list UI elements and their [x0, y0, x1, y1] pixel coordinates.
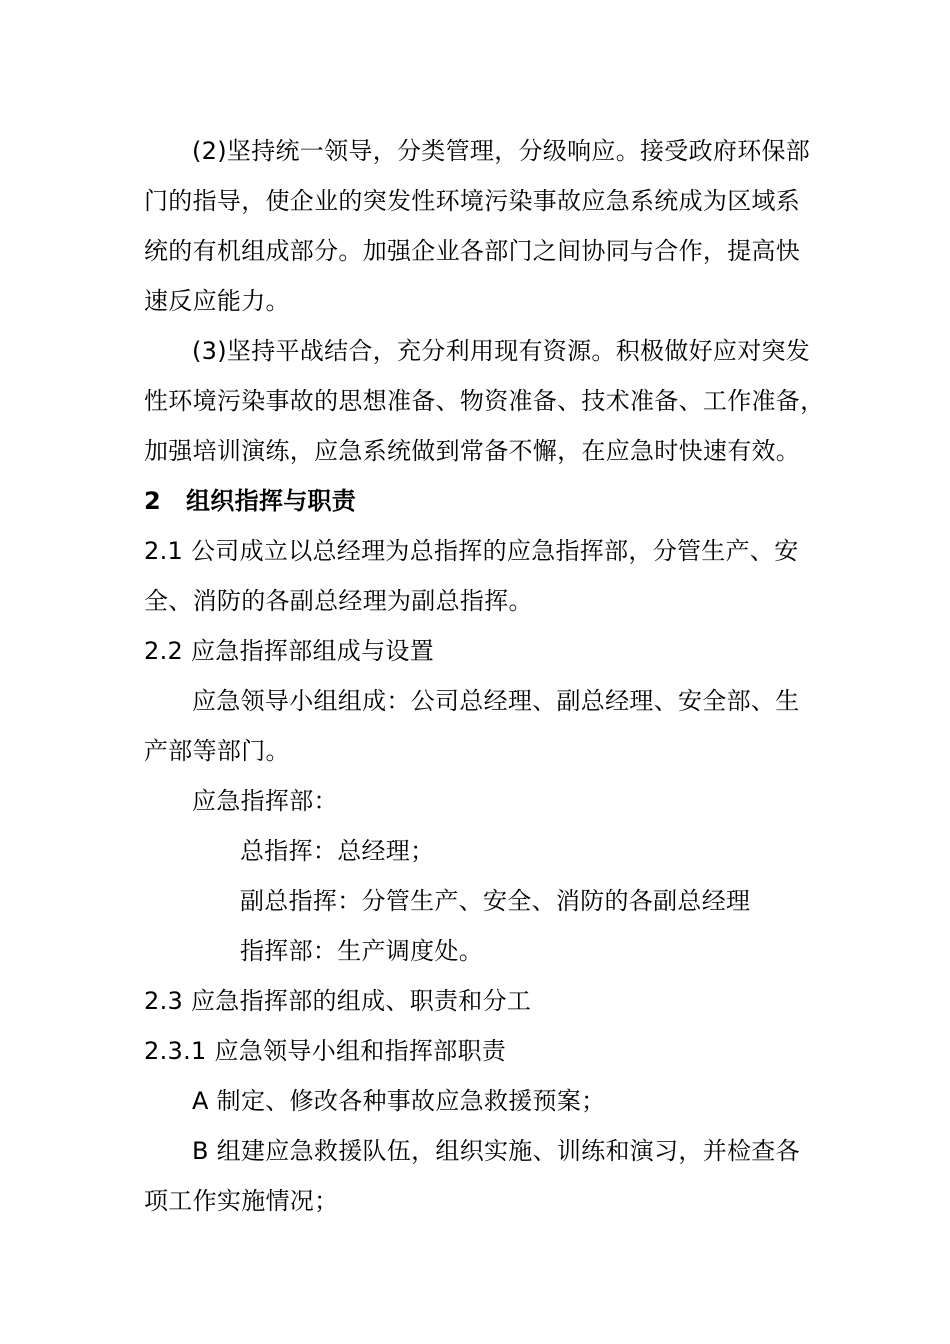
subheading-2-3: 2.3 应急指挥部的组成、职责和分工	[144, 987, 532, 1015]
commander-in-chief-item: 总指挥：总经理；	[240, 837, 435, 865]
command-office-item: 指挥部：生产调度处。	[240, 937, 483, 965]
section-heading-number: 2	[144, 487, 161, 515]
subheading-2-3-1: 2.3.1 应急领导小组和指挥部职责	[144, 1037, 507, 1065]
paragraph-principle-2-line-4: 速反应能力。	[144, 287, 290, 315]
command-department-label: 应急指挥部：	[192, 787, 338, 815]
duty-item-b-line-1: B 组建应急救援队伍，组织实施、训练和演习，并检查各	[192, 1137, 800, 1165]
deputy-commander-item: 副总指挥：分管生产、安全、消防的各副总经理	[240, 887, 751, 915]
section-heading-title: 组织指挥与职责	[186, 487, 357, 515]
paragraph-2-1-line-1: 2.1 公司成立以总经理为总指挥的应急指挥部，分管生产、安	[144, 537, 799, 565]
paragraph-principle-2-line-1: (2)坚持统一领导，分类管理，分级响应。接受政府环保部	[192, 137, 811, 165]
paragraph-principle-2-line-2: 门的指导，使企业的突发性环境污染事故应急系统成为区域系	[144, 187, 801, 215]
paragraph-leadership-line-2: 产部等部门。	[144, 737, 290, 765]
paragraph-principle-3-line-2: 性环境污染事故的思想准备、物资准备、技术准备、工作准备，	[144, 387, 825, 415]
paragraph-2-1-line-2: 全、消防的各副总经理为副总指挥。	[144, 587, 533, 615]
paragraph-principle-2-line-3: 统的有机组成部分。加强企业各部门之间协同与合作，提高快	[144, 237, 801, 265]
paragraph-principle-3-line-1: (3)坚持平战结合，充分利用现有资源。积极做好应对突发	[192, 337, 811, 365]
subheading-2-2: 2.2 应急指挥部组成与设置	[144, 637, 434, 665]
paragraph-principle-3-line-3: 加强培训演练，应急系统做到常备不懈，在应急时快速有效。	[144, 437, 801, 465]
section-heading-2	[144, 486, 356, 516]
paragraph-leadership-line-1: 应急领导小组组成：公司总经理、副总经理、安全部、生	[192, 687, 800, 715]
duty-item-a: A 制定、修改各种事故应急救援预案；	[192, 1087, 606, 1115]
duty-item-b-line-2: 项工作实施情况；	[144, 1187, 339, 1215]
